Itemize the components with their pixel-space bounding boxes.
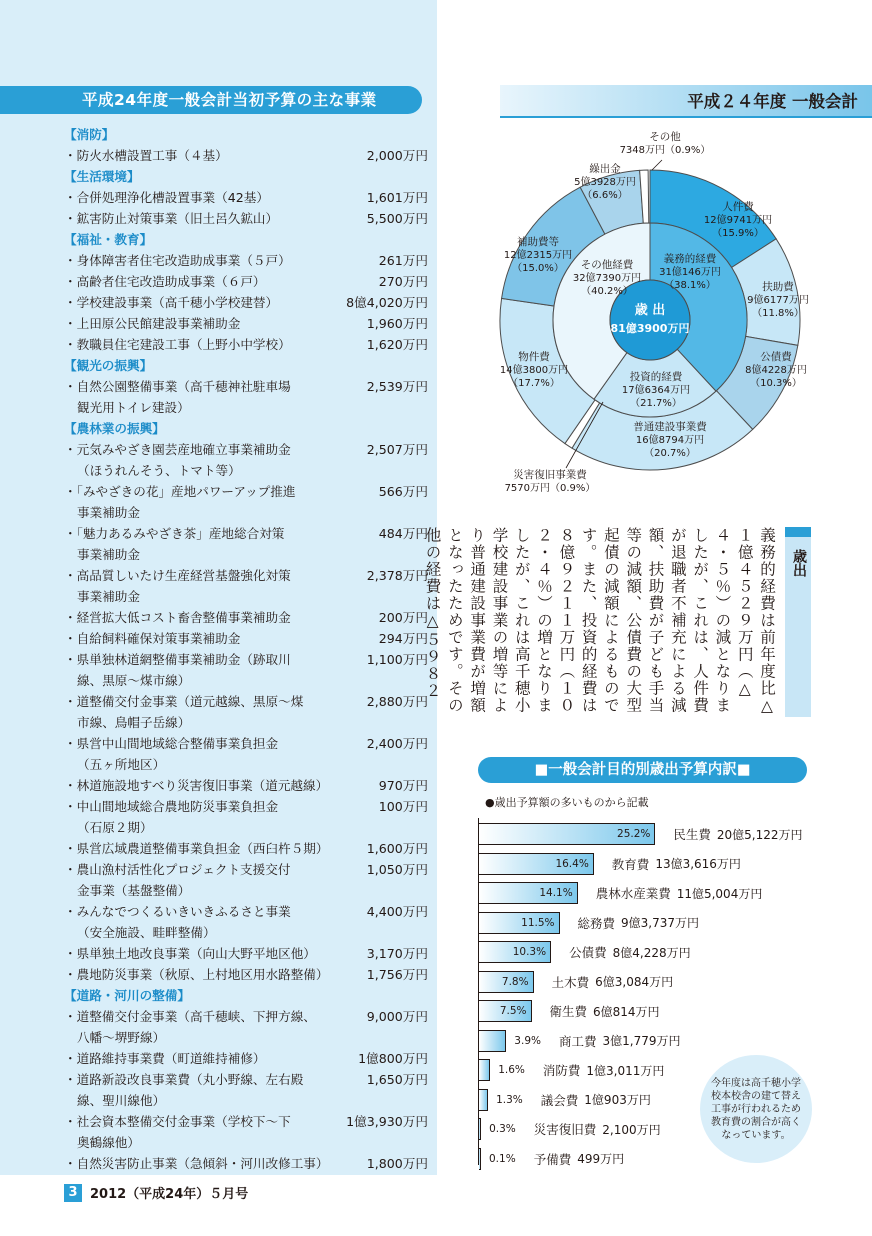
project-amount: 1,650万円 <box>366 1072 428 1087</box>
bar-category-label: 農林水産業費 <box>595 886 671 901</box>
project-name-line: ・道路新設改良事業費（丸小野線、左右殿 <box>64 1072 304 1087</box>
project-name <box>64 838 346 859</box>
bar <box>479 1148 481 1170</box>
project-name-continuation: 金事業（基盤整備） <box>77 883 191 898</box>
project-amount: 1億800万円 <box>358 1051 428 1066</box>
bar <box>479 1030 506 1052</box>
project-amount: 1,100万円 <box>366 652 428 667</box>
project-item <box>64 775 428 796</box>
tab-bar <box>785 527 811 537</box>
outer-slice-value: 7570万円（0.9%） <box>504 483 596 494</box>
outer-slice-pct: （17.7%） <box>508 378 560 389</box>
expenditure-pie-chart <box>0 0 872 520</box>
project-name-line: ・「魅力あるみやざき茶」産地総合対策 <box>64 526 285 541</box>
project-amount: 100万円 <box>378 799 428 814</box>
project-amount: 270万円 <box>378 274 428 289</box>
inner-slice-value: 17億6364万円 <box>621 385 691 396</box>
outer-slice-value: 7348万円（0.9%） <box>619 145 711 156</box>
bar-amount-label: 499万円 <box>577 1152 625 1166</box>
inner-slice-label: その他経費 <box>580 259 634 271</box>
bar-amount-label: 1億3,011万円 <box>586 1063 665 1078</box>
bar <box>479 882 578 904</box>
outer-slice-value: 16億8794万円 <box>635 435 705 446</box>
bar-category-label: 消防費 <box>542 1063 581 1078</box>
project-name-line: ・林道施設地すべり災害復旧事業（道元越線） <box>64 778 329 793</box>
project-item <box>64 859 428 901</box>
project-name <box>64 1048 346 1069</box>
project-name <box>64 1006 346 1048</box>
inner-slice-label: 投資的経費 <box>629 371 683 383</box>
bar-amount-label: 3億1,779万円 <box>602 1034 681 1048</box>
main-projects-title: 平成24年度一般会計当初予算の主な事業 <box>0 86 422 114</box>
project-item <box>64 649 428 691</box>
bar-value-label: 11.5% <box>521 916 555 929</box>
inner-slice-pct: （38.1%） <box>664 280 716 291</box>
bar-row <box>479 1029 681 1053</box>
project-name-continuation: 事業補助金 <box>77 505 140 520</box>
pie-center-label: 歳 出 <box>634 303 666 318</box>
bar-value-label: 7.5% <box>499 1005 527 1017</box>
bar-category-label: 商工費 <box>558 1033 597 1049</box>
project-name-line: ・学校建設事業（高千穂小学校建替） <box>64 295 279 310</box>
bar-row <box>479 822 803 846</box>
outer-slice-label: 繰出金 <box>589 163 621 175</box>
project-amount: 1,756万円 <box>366 967 428 982</box>
bar-row <box>479 1058 664 1082</box>
project-item <box>64 628 428 649</box>
project-name-line: ・上田原公民館建設事業補助金 <box>64 316 241 331</box>
project-name-continuation: 八幡～堺野線） <box>77 1030 166 1045</box>
bar-row <box>479 1088 651 1112</box>
bar <box>479 912 560 934</box>
project-item <box>64 1069 428 1111</box>
project-name-line: ・中山間地域総合農地防災事業負担金 <box>64 799 279 814</box>
project-name <box>64 649 346 691</box>
project-amount: 261万円 <box>378 253 428 268</box>
project-amount: 2,000万円 <box>366 148 428 163</box>
project-name <box>64 1153 346 1174</box>
outer-slice-value: 8億4228万円 <box>745 365 807 376</box>
bar-value-label: 14.1% <box>539 887 573 899</box>
project-name-continuation: 事業補助金 <box>77 589 140 604</box>
bar <box>479 971 534 993</box>
bar-category-label: 総務費 <box>577 915 616 931</box>
project-name <box>64 796 346 838</box>
project-name-continuation: 線、聖川線他） <box>77 1093 166 1108</box>
project-name-line: ・鉱害防止対策事業（旧土呂久鉱山） <box>64 211 279 226</box>
bar-row <box>479 970 673 994</box>
project-amount: 2,378万円 <box>366 568 428 583</box>
purpose-breakdown-title: ■一般会計目的別歳出予算内訳■ <box>478 757 807 783</box>
outer-slice-pct: （10.3%） <box>750 378 802 389</box>
education-note <box>700 1055 812 1163</box>
bar <box>479 823 655 845</box>
project-amount: 1,600万円 <box>366 841 428 856</box>
bar-amount-label: 11億5,004万円 <box>676 886 763 901</box>
project-name <box>64 607 346 628</box>
inner-slice-value: 31億146万円 <box>659 267 721 278</box>
bar-category-label: 議会費 <box>540 1092 579 1108</box>
project-item <box>64 733 428 775</box>
project-name-line: ・元気みやざき園芸産地確立事業補助金 <box>64 442 291 457</box>
project-name <box>64 964 346 985</box>
project-name-line: ・自給飼料確保対策事業補助金 <box>64 631 241 646</box>
bar <box>479 941 551 963</box>
outer-slice-pct: （15.9%） <box>712 228 764 239</box>
bar-amount-label: 2,100万円 <box>602 1122 661 1137</box>
project-name <box>64 628 346 649</box>
bar-value-label: 25.2% <box>617 828 651 840</box>
project-amount: 3,170万円 <box>366 946 428 961</box>
bar-category-label: 災害復旧費 <box>533 1122 597 1137</box>
page-number: 3 <box>64 1184 82 1202</box>
project-name-line: ・県営中山間地域総合整備事業負担金 <box>64 736 279 751</box>
project-item <box>64 607 428 628</box>
project-name-line: ・みんなでつくるいきいきふるさと事業 <box>64 904 291 919</box>
project-amount: 8億4,020万円 <box>346 295 428 310</box>
issue-label: 2012（平成24年）５月号 <box>90 1187 249 1202</box>
project-name-line: ・県単独土地改良事業（向山大野平地区他） <box>64 946 316 961</box>
bar-category-label: 民生費 <box>673 827 711 842</box>
project-name-line: ・県営広域農道整備事業負担金（西臼杵５期） <box>64 841 329 856</box>
project-name-line: ・自然災害防止事業（急傾斜・河川改修工事） <box>64 1156 329 1171</box>
category-label: 【農林業の振興】 <box>64 421 165 436</box>
project-name-line: ・教職員住宅建設工事（上野小中学校） <box>64 337 291 352</box>
project-item <box>64 1153 428 1174</box>
category-label: 【消防】 <box>64 127 115 142</box>
project-name <box>64 691 346 733</box>
outer-slice-pct: （20.7%） <box>644 448 696 459</box>
expenditure-tab <box>785 527 811 717</box>
project-amount: 2,880万円 <box>366 694 428 709</box>
project-name-line: ・農山漁村活性化プロジェクト支援交付 <box>64 862 291 877</box>
bar-category-label: 教育費 <box>611 856 650 872</box>
project-item <box>64 565 428 607</box>
project-name-line: ・道路維持事業費（町道維持補修） <box>64 1051 266 1066</box>
project-name <box>64 733 346 775</box>
project-amount: 294万円 <box>378 631 428 646</box>
project-name-continuation: 観光用トイレ建設） <box>77 400 190 415</box>
project-name <box>64 1111 346 1153</box>
bar-amount-label: 8億4,228万円 <box>612 945 691 960</box>
project-amount: 5,500万円 <box>366 211 428 226</box>
category-label: 【福祉・教育】 <box>64 232 153 247</box>
project-item <box>64 964 428 985</box>
bar <box>479 1089 488 1111</box>
project-name-line: ・身体障害者住宅改造助成事業（５戸） <box>64 253 291 268</box>
bar-amount-label: 6億3,084万円 <box>595 975 674 989</box>
bar-row <box>479 999 660 1023</box>
outer-slice-value: 5億3928万円 <box>574 177 636 188</box>
outer-slice-value: 12億9741万円 <box>703 215 773 226</box>
bar <box>479 1118 481 1140</box>
expenditure-explanation: 義務的経費は前年度比△１億４５２９万円（△４・５％）の減となりましたが、これは、人件費が退職者不補充による減額、扶助費が子ども手当等の減額、公債費の大型起債の減額によるものです。また、投資的経費は８億９２１１万円（１０２・４％）の増となりましたが、これは高千穂小学校建設事業の増等により普通建設事業費が増額となったためです。その他の経費は△５９８２ <box>423 527 776 717</box>
project-item <box>64 1111 428 1153</box>
bar <box>479 853 594 875</box>
outer-slice-pct: （15.0%） <box>512 263 564 274</box>
outer-slice-pct: （6.6%） <box>582 190 628 201</box>
project-name-line: ・県単独林道網整備事業補助金（跡取川 <box>64 652 291 667</box>
project-amount: 2,539万円 <box>366 379 428 394</box>
project-name-line: ・高品質しいたけ生産経営基盤強化対策 <box>64 568 291 583</box>
outer-slice-label: 普通建設事業費 <box>633 421 707 433</box>
bar-row <box>479 1117 661 1141</box>
bar-value-label: 1.6% <box>498 1064 525 1076</box>
outer-slice-label: 人件費 <box>722 201 754 213</box>
project-amount: 1億3,930万円 <box>346 1114 428 1129</box>
footer <box>64 1183 248 1202</box>
project-name <box>64 943 346 964</box>
bar <box>479 1000 532 1022</box>
project-amount: 1,620万円 <box>366 337 428 352</box>
bar-row <box>479 911 699 935</box>
bar-amount-label: 13億3,616万円 <box>655 857 741 871</box>
project-name-line: ・「みやざきの花」産地パワーアップ推進 <box>64 484 296 499</box>
project-item <box>64 1006 428 1048</box>
bar-row <box>479 852 741 876</box>
project-item <box>64 901 428 943</box>
project-name <box>64 775 346 796</box>
project-name <box>64 565 346 607</box>
project-item <box>64 691 428 733</box>
project-name-line: ・自然公園整備事業（高千穂神社駐車場 <box>64 379 291 394</box>
project-name <box>64 859 346 901</box>
project-item <box>64 1048 428 1069</box>
project-amount: 970万円 <box>378 778 428 793</box>
bar-amount-label: 20億5,122万円 <box>716 827 803 842</box>
project-name-line: ・道整備交付金事業（高千穂峡、下押方線、 <box>64 1009 316 1024</box>
project-name-continuation: （石原２期） <box>77 820 153 835</box>
project-name-continuation: 奥鶴線他） <box>77 1135 140 1150</box>
bar-amount-label: 6億814万円 <box>593 1004 660 1019</box>
project-name-continuation: 市線、鳥帽子岳線） <box>77 715 191 730</box>
bar-row <box>479 881 762 905</box>
project-name <box>64 901 346 943</box>
bar-value-label: 3.9% <box>514 1034 541 1047</box>
outer-slice-label: 物件費 <box>518 351 550 363</box>
outer-slice-value: 12億2315万円 <box>503 250 573 261</box>
project-name-continuation: （五ヶ所地区） <box>77 757 166 772</box>
project-amount: 4,400万円 <box>366 904 428 919</box>
project-amount: 2,400万円 <box>366 736 428 751</box>
project-name-line: ・高齢者住宅改造助成事業（６戸） <box>64 274 266 289</box>
outer-slice-pct: （11.8%） <box>752 308 804 319</box>
project-name-line: ・合併処理浄化槽設置事業（42基） <box>64 190 269 205</box>
project-name-continuation: 事業補助金 <box>77 547 140 562</box>
project-name-line: ・経営拡大低コスト畜舎整備事業補助金 <box>64 610 291 625</box>
bar-category-label: 土木費 <box>551 974 590 990</box>
bar-category-label: 公債費 <box>569 945 607 960</box>
bar-value-label: 16.4% <box>555 857 589 870</box>
tab-label: 歳出 <box>791 549 807 577</box>
category-heading <box>64 985 428 1006</box>
category-label: 【生活環境】 <box>64 169 140 184</box>
project-name <box>64 1069 346 1111</box>
education-note-text: 今年度は高千穂小学校本校舎の建て替え工事が行われるため教育費の割合が高くなっています。 <box>711 1077 801 1141</box>
bar-value-label: 1.3% <box>496 1093 523 1106</box>
category-label: 【観光の振興】 <box>64 358 153 373</box>
bar-value-label: 7.8% <box>501 975 529 988</box>
project-amount: 9,000万円 <box>366 1009 428 1024</box>
bar-row <box>479 1147 624 1171</box>
project-amount: 200万円 <box>378 610 428 625</box>
project-amount: 566万円 <box>378 484 428 499</box>
project-name-line: ・農地防災事業（秋原、上村地区用水路整備） <box>64 967 329 982</box>
bar <box>479 1059 490 1081</box>
project-item <box>64 796 428 838</box>
outer-slice-value: 14億3800万円 <box>499 365 569 376</box>
outer-slice-label: その他 <box>649 131 681 143</box>
outer-slice-label: 補助費等 <box>517 236 559 248</box>
project-name-continuation: （ほうれんそう、トマト等） <box>77 463 241 478</box>
inner-slice-label: 義務的経費 <box>663 253 717 265</box>
project-name-line: ・防火水槽設置工事（４基） <box>64 148 228 163</box>
bar-category-label: 予備費 <box>533 1151 572 1167</box>
bar-value-label: 10.3% <box>512 946 547 958</box>
outer-slice-label: 公債費 <box>760 351 792 363</box>
project-amount: 1,601万円 <box>366 190 428 205</box>
inner-slice-value: 32億7390万円 <box>572 273 642 284</box>
category-label: 【道路・河川の整備】 <box>64 988 190 1003</box>
outer-slice-value: 9億6177万円 <box>747 295 809 306</box>
project-name-continuation: 線、黒原～煤市線） <box>77 673 191 688</box>
project-name-continuation: （安全施設、畦畔整備） <box>77 925 216 940</box>
project-amount: 484万円 <box>378 526 428 541</box>
project-amount: 1,960万円 <box>366 316 428 331</box>
leader-line <box>652 160 662 170</box>
project-amount: 1,800万円 <box>366 1156 428 1171</box>
project-name-line: ・道整備交付金事業（道元越線、黒原～煤 <box>64 694 304 709</box>
inner-slice-pct: （40.2%） <box>581 286 633 297</box>
outer-slice-label: 扶助費 <box>762 281 794 293</box>
bar-row <box>479 940 691 964</box>
bar-amount-label: 1億903万円 <box>584 1093 651 1107</box>
project-item <box>64 838 428 859</box>
project-amount: 2,507万円 <box>366 442 428 457</box>
project-item <box>64 943 428 964</box>
general-account-title: 平成２４年度 一般会計 <box>500 85 872 118</box>
project-amount: 1,050万円 <box>366 862 428 877</box>
breakdown-note: ●歳出予算額の多いものから記載 <box>485 796 649 809</box>
pie-center-value: 81億3900万円 <box>610 322 690 335</box>
project-name-line: ・社会資本整備交付金事業（学校下～下 <box>64 1114 291 1129</box>
bar-value-label: 0.3% <box>489 1123 516 1135</box>
bar-value-label: 0.1% <box>489 1152 516 1165</box>
outer-slice-label: 災害復旧事業費 <box>513 469 587 481</box>
bar-category-label: 衛生費 <box>549 1004 588 1019</box>
bar-amount-label: 9億3,737万円 <box>621 916 700 930</box>
inner-slice-pct: （21.7%） <box>630 398 682 409</box>
project-item <box>64 523 428 565</box>
project-name <box>64 523 346 565</box>
